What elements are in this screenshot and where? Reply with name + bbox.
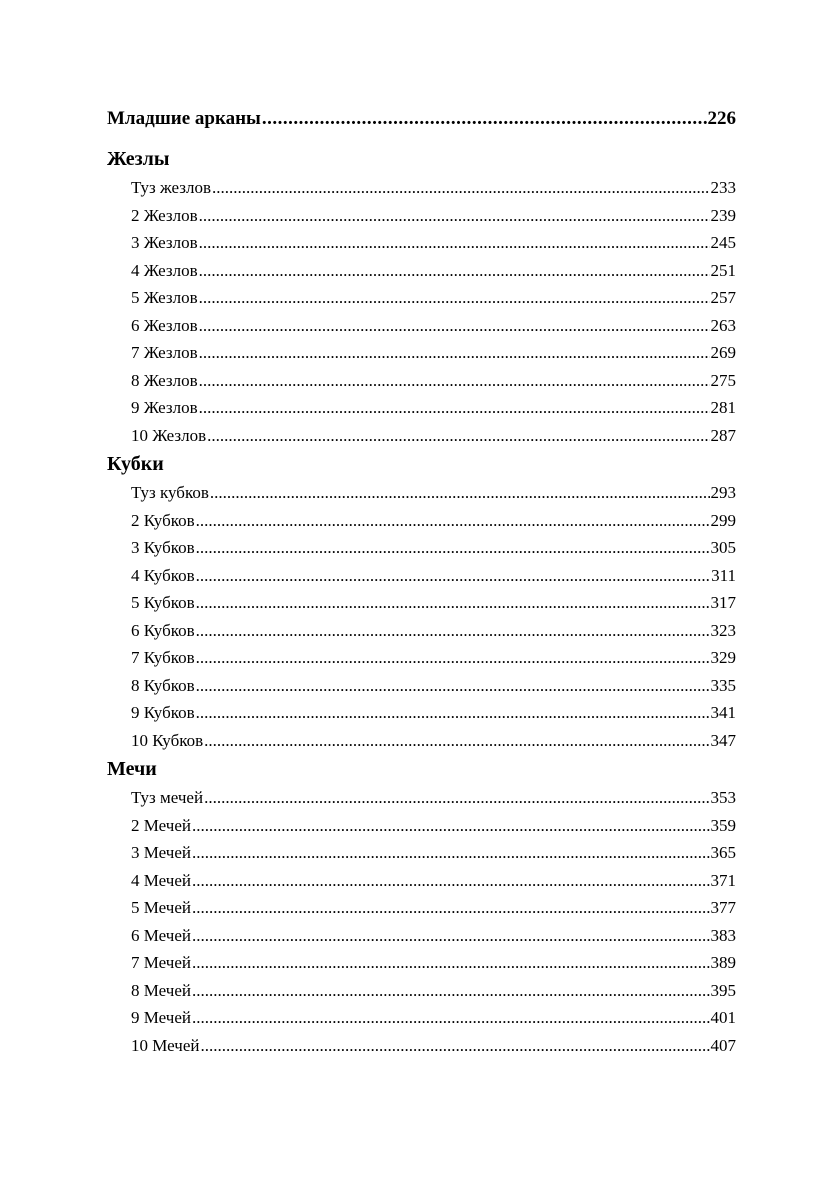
- toc-entry[interactable]: [131, 422, 736, 450]
- dot-leader: [192, 867, 710, 895]
- entry-page: 389: [710, 953, 736, 972]
- entry-page: 275: [710, 370, 736, 390]
- dot-leader: [196, 699, 710, 727]
- entry-page: 311: [711, 565, 736, 585]
- dot-leader: [196, 562, 710, 590]
- dot-leader: [199, 257, 710, 285]
- entry-page: 251: [710, 260, 736, 280]
- toc-entry[interactable]: [131, 479, 736, 507]
- entry-title: Туз мечей: [131, 788, 204, 807]
- toc-entry[interactable]: [131, 977, 736, 1005]
- entry-title: 8 Кубков: [131, 675, 195, 695]
- entry-title: 5 Мечей: [131, 898, 191, 917]
- entry-page: 353: [710, 788, 736, 807]
- toc-entry[interactable]: [131, 644, 736, 672]
- entry-page: 299: [710, 510, 736, 530]
- dot-leader: [199, 339, 710, 367]
- entry-title: 4 Кубков: [131, 565, 195, 585]
- section-heading: Кубки: [107, 453, 164, 475]
- entry-page: 245: [710, 233, 736, 252]
- entry-page: 383: [710, 925, 736, 945]
- toc-major-page: 226: [707, 108, 736, 129]
- toc-entry[interactable]: [131, 284, 736, 312]
- entry-title: 10 Кубков: [131, 730, 204, 750]
- entry-page: 317: [710, 593, 736, 612]
- entry-title: 3 Мечей: [131, 843, 191, 862]
- dot-leader: [199, 229, 710, 257]
- entry-page: 377: [710, 898, 736, 917]
- dot-leader: [192, 977, 710, 1005]
- entry-page: 293: [710, 483, 736, 502]
- toc-entry[interactable]: [131, 672, 736, 700]
- toc-entry[interactable]: [131, 589, 736, 617]
- dot-leader: [262, 104, 707, 134]
- toc-entry[interactable]: [131, 839, 736, 867]
- dot-leader: [199, 284, 710, 312]
- entry-page: 359: [710, 815, 736, 835]
- entry-title: 5 Жезлов: [131, 288, 198, 307]
- dot-leader: [199, 312, 710, 340]
- entry-title: 9 Кубков: [131, 703, 195, 722]
- toc-entry[interactable]: [131, 812, 736, 840]
- entry-title: 7 Жезлов: [131, 343, 198, 362]
- dot-leader: [196, 534, 710, 562]
- dot-leader: [192, 839, 710, 867]
- table-of-contents: [107, 104, 736, 1059]
- dot-leader: [196, 644, 710, 672]
- entry-title: 10 Мечей: [131, 1035, 200, 1055]
- entry-page: 257: [710, 288, 736, 307]
- toc-entry[interactable]: [131, 312, 736, 340]
- dot-leader: [196, 507, 710, 535]
- entry-title: 8 Мечей: [131, 980, 191, 1000]
- entry-list: [107, 174, 736, 449]
- dot-leader: [207, 422, 709, 450]
- entry-page: 395: [710, 980, 736, 1000]
- toc-entry[interactable]: [131, 699, 736, 727]
- entry-page: 269: [710, 343, 736, 362]
- dot-leader: [210, 479, 710, 507]
- dot-leader: [192, 812, 710, 840]
- dot-leader: [204, 784, 709, 812]
- toc-section-swords: [107, 754, 736, 1059]
- entry-page: 329: [710, 648, 736, 667]
- toc-entry[interactable]: [131, 727, 736, 755]
- toc-entry[interactable]: [131, 1004, 736, 1032]
- section-heading: Мечи: [107, 758, 157, 780]
- dot-leader: [200, 1032, 709, 1060]
- entry-page: 401: [710, 1008, 736, 1027]
- entry-title: 6 Жезлов: [131, 315, 198, 335]
- dot-leader: [192, 922, 710, 950]
- toc-entry[interactable]: [131, 229, 736, 257]
- toc-major-title: Младшие арканы: [107, 108, 261, 129]
- entry-title: 6 Мечей: [131, 925, 191, 945]
- entry-page: 281: [710, 398, 736, 417]
- entry-title: 6 Кубков: [131, 620, 195, 640]
- toc-entry[interactable]: [131, 339, 736, 367]
- dot-leader: [212, 174, 709, 202]
- toc-entry[interactable]: [131, 174, 736, 202]
- entry-page: 233: [710, 178, 736, 197]
- entry-title: 5 Кубков: [131, 593, 195, 612]
- toc-entry[interactable]: [131, 617, 736, 645]
- entry-page: 323: [710, 620, 736, 640]
- entry-title: Туз кубков: [131, 483, 209, 502]
- toc-entry[interactable]: [131, 394, 736, 422]
- entry-page: 239: [710, 205, 736, 225]
- dot-leader: [192, 894, 710, 922]
- dot-leader: [192, 949, 710, 977]
- entry-list: [107, 479, 736, 754]
- entry-title: 3 Жезлов: [131, 233, 198, 252]
- entry-title: 8 Жезлов: [131, 370, 198, 390]
- toc-entry[interactable]: [131, 562, 736, 590]
- entry-title: 9 Жезлов: [131, 398, 198, 417]
- dot-leader: [199, 202, 710, 230]
- toc-entry[interactable]: [131, 1032, 736, 1060]
- toc-entry[interactable]: [131, 949, 736, 977]
- toc-entry[interactable]: [131, 257, 736, 285]
- entry-page: 371: [710, 870, 736, 890]
- entry-title: 7 Кубков: [131, 648, 195, 667]
- entry-page: 305: [710, 538, 736, 557]
- entry-title: 2 Жезлов: [131, 205, 198, 225]
- entry-page: 287: [710, 425, 736, 445]
- dot-leader: [204, 727, 709, 755]
- dot-leader: [196, 589, 710, 617]
- entry-title: Туз жезлов: [131, 178, 212, 197]
- entry-page: 341: [710, 703, 736, 722]
- toc-entry[interactable]: [131, 867, 736, 895]
- section-heading: Жезлы: [107, 148, 170, 170]
- toc-entry[interactable]: [131, 202, 736, 230]
- toc-entry[interactable]: [131, 922, 736, 950]
- entry-title: 4 Жезлов: [131, 260, 198, 280]
- entry-title: 3 Кубков: [131, 538, 195, 557]
- toc-entry[interactable]: [131, 784, 736, 812]
- toc-entry[interactable]: [131, 894, 736, 922]
- dot-leader: [199, 394, 710, 422]
- dot-leader: [199, 367, 710, 395]
- entry-title: 9 Мечей: [131, 1008, 191, 1027]
- dot-leader: [196, 617, 710, 645]
- entry-page: 335: [710, 675, 736, 695]
- entry-title: 4 Мечей: [131, 870, 191, 890]
- entry-title: 10 Жезлов: [131, 425, 207, 445]
- entry-list: [107, 784, 736, 1059]
- toc-entry[interactable]: [131, 367, 736, 395]
- entry-page: 347: [710, 730, 736, 750]
- toc-section-cups: [107, 449, 736, 754]
- dot-leader: [192, 1004, 710, 1032]
- entry-page: 263: [710, 315, 736, 335]
- entry-page: 365: [710, 843, 736, 862]
- entry-title: 2 Кубков: [131, 510, 195, 530]
- toc-entry[interactable]: [131, 507, 736, 535]
- toc-section-wands: [107, 144, 736, 449]
- toc-major-entry[interactable]: [107, 104, 736, 134]
- toc-entry[interactable]: [131, 534, 736, 562]
- dot-leader: [196, 672, 710, 700]
- entry-title: 2 Мечей: [131, 815, 191, 835]
- entry-page: 407: [710, 1035, 736, 1055]
- entry-title: 7 Мечей: [131, 953, 191, 972]
